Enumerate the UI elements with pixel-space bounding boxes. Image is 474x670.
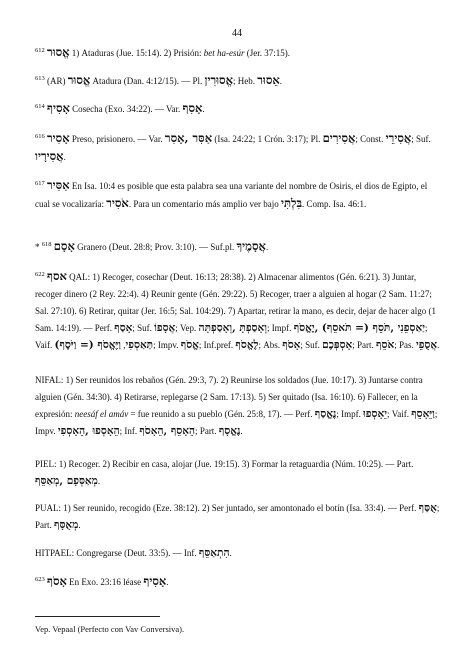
footnote-rule bbox=[35, 616, 160, 617]
entry-pual: PUAL: 1) Ser reunido, recogido (Eze. 38:12). 2) Ser juntado, ser amontonado el botín (Isa. 33:4). — Perf. אֻסַּף; Part. מְאֻסָּף. bbox=[35, 502, 440, 531]
footnote: Vep. Vepaal (Perfecto con Vav Conversiva). bbox=[35, 624, 185, 634]
entry-617: $^{617}$ אַסִּיר En Isa. 10:4 es posible que esta palabra sea una variante del nombre de Osiris, el dios de Egipto, el cual se vocalizaría: אֹסִיר. Para un comentario más amplio ver bajo בִּלְתִּי. Comp. Isa. 46:1. bbox=[35, 178, 428, 210]
entry-618: * $^{618}$ אָסָם Granero (Deut. 28:8; Prov. 3:10). — Suf.pl. אֲסָמֶיךָ. bbox=[35, 239, 269, 253]
entry-622: $^{622}$ אסף QAL: 1) Recoger, cosechar (Deut. 16:13; 28:38). 2) Almacenar alimentos (Gén. 6:21). 3) Juntar, recoger dinero (2 Rey. 22:4). 4) Reunir gente (Gén. 29:22). 5) Recoger, traer a alguien al hogar (2 Sam. 11:27; Sal. 27:10). 6) Retirar, quitar (Jer. 16:5; Sal. 104:29). 7) Apartar, retirar la mano, es decir, dejar de hacer algo (1 Sam. 14:19). — Perf. אָסַף; Suf. אֲסָפוֹ; Vep. וְאָסַפְתָּ ,וְאָסַפְתָּה; Impf. יַאַסְפֵנִי ,תֹּסֵף (= תֹּאסֵף) ,יֶאֱסֹף; Vaif. וַיֶּאֱסֹף (= וַיֹּסֶף) ,תַּאַסְפִי; Impv. אֱסֹף; Inf.pref. לֶאֱסֹף; Abs. אָסֹף; Suf. אָסְפְּכֶם; Part. אֹסֵף; Pas. אֲסֻפֵי. bbox=[35, 269, 440, 351]
entry-nifal: NIFAL: 1) Ser reunidos los rebaños (Gén. 29:3, 7). 2) Reunirse los soldados (Jue. 10:17). 3) Juntarse contra alguien (Gén. 34:30). 4) Retirarse, replegarse (2 Sam. 17:13). 5) Ser quitado (Isa. 16:10). 6) Fallecer, en la expresión: neesáf el amáv = fue reunido a su pueblo (Gén. 25:8, 17). — Perf. נֶאֱסַף; Impf. יֵאָסְפוּ; Vaif. וַיֵּאָסֵף; Impv. הֵאָסְפוּ ,הֵאָסְפִי; Inf. הֵאָסֵף ,הֵאָסֹף; Part. נֶאֱסָף. bbox=[35, 375, 438, 437]
entry-614: $^{614}$ אָסִיף Cosecha (Exo. 34:22). — Var. אָסִף. bbox=[35, 101, 205, 115]
entry-piel: PIEL: 1) Recoger. 2) Recibir en casa, alojar (Jue. 19:15). 3) Formar la retaguardia (Núm. 10:25). — Part. מְאַסְּפָם ,מְאַסֵּף. bbox=[35, 459, 414, 487]
entry-623: $^{623}$ אָסֹף En Exo. 23:16 léase אָסִיף. bbox=[35, 574, 169, 588]
entry-612: $^{612}$ אֱסוּר 1) Ataduras (Jue. 15:14). 2) Prisión: bet ha-esúr (Jer. 37:15). bbox=[35, 45, 291, 59]
entry-616: $^{616}$ אָסִיר Preso, prisionero. — Var. אַסִּר ,אָסִר (Isa. 24:22; 1 Crón. 3:17); Pl. אֲסִירִים; Const. אֲסִירֵי; Suf. אֲסִירָיו. bbox=[35, 131, 431, 163]
entry-hitpael: HITPAEL: Congregarse (Deut. 33:5). — Inf. הִתְאַסֵּף. bbox=[35, 547, 232, 559]
page-number: 44 bbox=[232, 28, 242, 39]
entry-613: $^{613}$ (AR) אֱסוּר Atadura (Dan. 4:12/15). — Pl. אֱסוּרִין; Heb. אֵסוּר. bbox=[35, 73, 283, 87]
